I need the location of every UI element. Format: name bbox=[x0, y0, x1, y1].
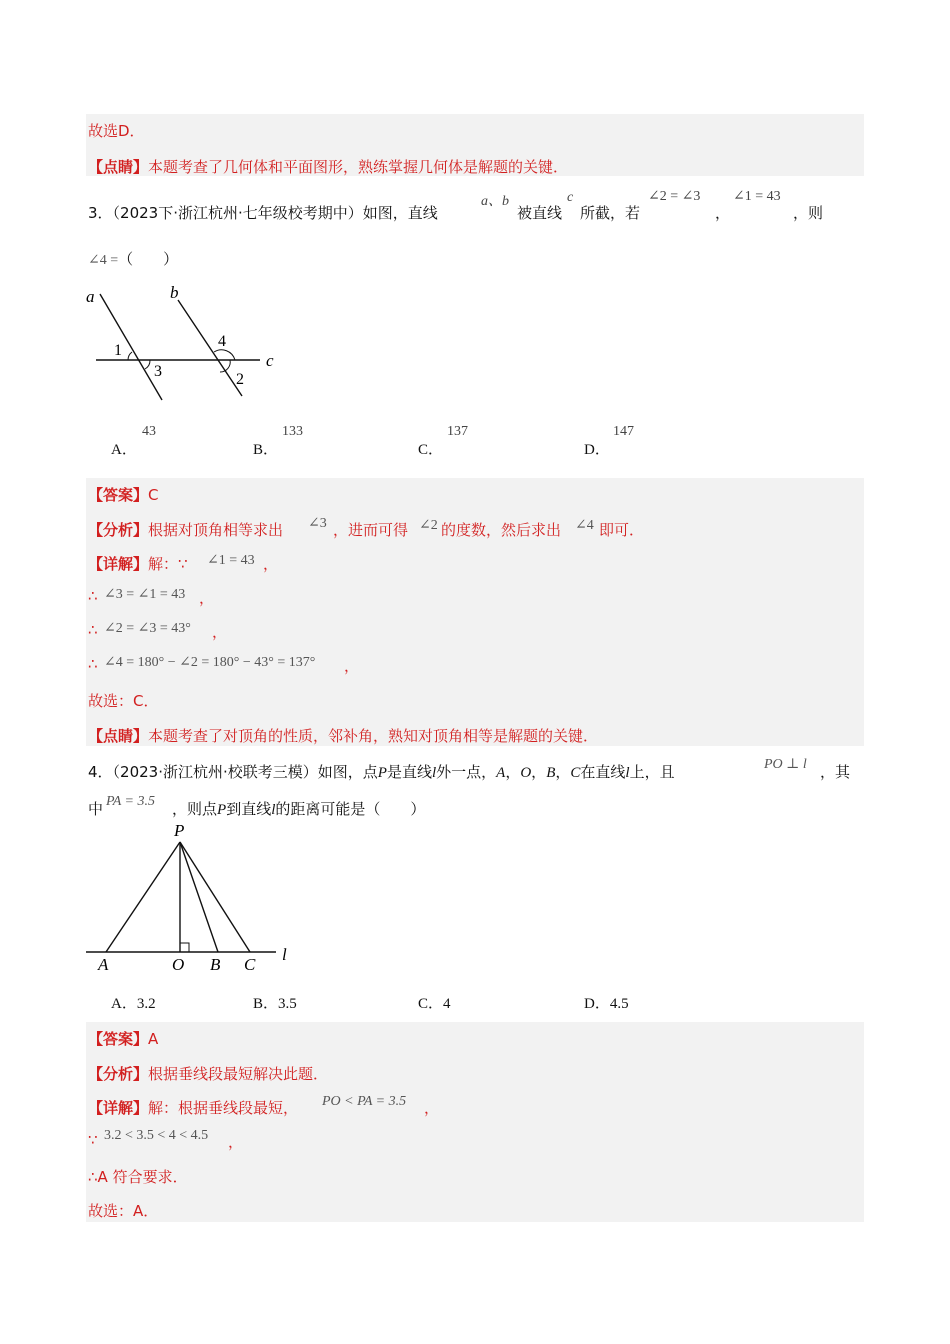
option-value: 4.5 bbox=[609, 996, 629, 1012]
q3-ab: a、b bbox=[481, 194, 509, 209]
q3-number: 3． bbox=[88, 204, 113, 222]
q4-step1-sym: ∵ bbox=[88, 1131, 98, 1149]
option-value: 4 bbox=[443, 996, 451, 1012]
q3-paren: （ ） bbox=[118, 250, 179, 268]
q3-step3: ∠4 = 180° − ∠2 = 180° − 43° = 137° bbox=[104, 655, 316, 670]
var-B: B bbox=[546, 765, 556, 781]
q3-analysis-d: 即可． bbox=[599, 521, 645, 539]
q4-text-f: ，其 bbox=[820, 763, 851, 781]
label-C: C bbox=[244, 955, 256, 974]
q4-step2: ∴A 符合要求． bbox=[88, 1168, 188, 1186]
q4-text: ，则点 bbox=[172, 800, 218, 818]
sep: ， bbox=[555, 763, 571, 781]
var-l: l bbox=[271, 802, 276, 818]
q3-option-a[interactable] bbox=[111, 438, 137, 459]
label-O: O bbox=[172, 955, 185, 974]
q3-comma: ， bbox=[715, 204, 731, 222]
q4-text: 中 bbox=[88, 800, 104, 818]
q4-detail-m: PO < PA = 3.5 bbox=[322, 1094, 407, 1109]
q3-cond1: ∠2 = ∠3 bbox=[648, 189, 701, 204]
q3-option-a-value: 43 bbox=[142, 424, 156, 439]
detail-text: 解：∵ bbox=[148, 555, 188, 573]
label-1: 1 bbox=[114, 342, 122, 359]
var-l: l bbox=[625, 765, 630, 781]
q4-choice: 故选：A． bbox=[88, 1202, 159, 1220]
q4-text: 在直线 bbox=[580, 763, 626, 781]
angle-3-arc bbox=[145, 360, 150, 369]
label-4: 4 bbox=[218, 333, 226, 350]
option-letter: A． bbox=[111, 996, 137, 1012]
q3-step1: ∠3 = ∠1 = 43 bbox=[104, 587, 186, 602]
q4-detail bbox=[88, 1097, 298, 1118]
label-P: P bbox=[174, 821, 185, 840]
option-letter: D． bbox=[584, 442, 610, 458]
q3-step2-sym: ∴ bbox=[88, 621, 98, 639]
option-value: 3.2 bbox=[136, 996, 156, 1012]
comment-text: 本题考查了对顶角的性质，邻补角，熟知对顶角相等是解题的关键． bbox=[148, 727, 599, 745]
q3-step3-end: ， bbox=[344, 657, 360, 675]
q4-text: 的距离可能是（ ） bbox=[275, 800, 426, 818]
q4-answer bbox=[88, 1028, 158, 1049]
segment-PB bbox=[180, 842, 218, 952]
option-letter: C． bbox=[418, 996, 444, 1012]
q4-analysis bbox=[88, 1063, 328, 1084]
label-B: B bbox=[210, 955, 221, 974]
option-value: 3.5 bbox=[278, 996, 297, 1012]
q3-step2-end: ， bbox=[212, 623, 228, 641]
q3-option-d-value: 147 bbox=[613, 424, 634, 439]
var-A: A bbox=[496, 765, 506, 781]
q3-option-c-value: 137 bbox=[447, 424, 468, 439]
q3-detail-m: ∠1 = 43 bbox=[207, 553, 255, 568]
q4-option-b[interactable] bbox=[253, 992, 297, 1013]
q4-text: （2023·浙江杭州·校联考三模）如图，点 bbox=[112, 763, 378, 781]
segment-PA bbox=[106, 842, 180, 952]
var-C: C bbox=[570, 765, 581, 781]
label-c: c bbox=[266, 351, 274, 370]
q3-analysis-m1: ∠3 bbox=[308, 516, 327, 531]
q3-ask bbox=[88, 248, 178, 269]
option-letter: B． bbox=[253, 996, 279, 1012]
q3-analysis-m3: ∠4 bbox=[575, 518, 594, 533]
label-b: b bbox=[170, 283, 179, 302]
q3-mid2: 所截，若 bbox=[580, 204, 641, 222]
q3-figure bbox=[80, 280, 300, 410]
analysis-text: 根据对顶角相等求出 bbox=[148, 521, 284, 539]
q4-step1: 3.2 < 3.5 < 4 < 4.5 bbox=[104, 1128, 209, 1143]
q3-option-d[interactable] bbox=[584, 438, 610, 459]
segment-PC bbox=[180, 842, 250, 952]
var-P: P bbox=[377, 765, 387, 781]
q3-analysis-m2: ∠2 bbox=[419, 518, 438, 533]
q3-stem-line1 bbox=[88, 202, 438, 223]
q4-option-a[interactable] bbox=[111, 992, 156, 1013]
answer-tag: 【答案】 bbox=[88, 486, 149, 504]
analysis-tag: 【分析】 bbox=[88, 1065, 149, 1083]
var-P: P bbox=[217, 802, 227, 818]
label-3: 3 bbox=[154, 363, 162, 380]
q4-pa: PA = 3.5 bbox=[106, 794, 155, 809]
q3-analysis-c: 的度数，然后求出 bbox=[441, 521, 562, 539]
q3-step1-sym: ∴ bbox=[88, 587, 98, 605]
label-l: l bbox=[282, 945, 287, 964]
q3-choice: 故选：C． bbox=[88, 692, 159, 710]
line-a bbox=[100, 294, 162, 400]
label-A: A bbox=[98, 955, 109, 974]
q3-cond2: ∠1 = 43 bbox=[733, 189, 781, 204]
prev-choice: 故选D． bbox=[88, 122, 145, 140]
detail-tag: 【详解】 bbox=[88, 1099, 149, 1117]
sep: ， bbox=[505, 763, 521, 781]
q3-end: ，则 bbox=[793, 204, 824, 222]
option-letter: C． bbox=[418, 442, 444, 458]
option-letter: B． bbox=[253, 442, 279, 458]
q4-stem-line2 bbox=[88, 798, 103, 819]
q3-comment bbox=[88, 725, 598, 746]
q3-mid: 被直线 bbox=[517, 204, 563, 222]
q3-detail-b: ， bbox=[263, 555, 279, 573]
q4-number: 4． bbox=[88, 763, 113, 781]
q3-option-b-value: 133 bbox=[282, 424, 303, 439]
label-2: 2 bbox=[236, 371, 244, 388]
q3-source: （2023下·浙江杭州·七年级校考期中）如图，直线 bbox=[112, 204, 438, 222]
line-b bbox=[178, 300, 242, 396]
sep: ， bbox=[531, 763, 547, 781]
q3-step3-sym: ∴ bbox=[88, 655, 98, 673]
var-O: O bbox=[520, 765, 532, 781]
option-letter: A． bbox=[111, 442, 137, 458]
answer-value: A bbox=[148, 1030, 159, 1048]
q4-text: 是直线 bbox=[386, 763, 432, 781]
q4-text: 到直线 bbox=[226, 800, 272, 818]
q3-step1-end: ， bbox=[199, 589, 215, 607]
right-angle-mark bbox=[180, 943, 189, 952]
detail-tag: 【详解】 bbox=[88, 555, 149, 573]
q3-analysis-b: ，进而可得 bbox=[333, 521, 409, 539]
q3-option-c[interactable] bbox=[418, 438, 443, 459]
q4-figure bbox=[80, 820, 300, 975]
comment-tag: 【点睛】 bbox=[88, 158, 149, 176]
answer-tag: 【答案】 bbox=[88, 1030, 149, 1048]
analysis-tag: 【分析】 bbox=[88, 521, 149, 539]
angle-1-arc bbox=[128, 352, 132, 360]
q4-stem-line1 bbox=[88, 761, 675, 782]
q3-option-b[interactable] bbox=[253, 438, 278, 459]
var-l: l bbox=[431, 765, 437, 781]
q4-perp: PO ⊥ l bbox=[764, 757, 807, 772]
q4-stem-line2b bbox=[172, 798, 425, 819]
q4-option-d[interactable] bbox=[584, 992, 629, 1013]
q3-ask-expr: ∠4 = bbox=[88, 253, 119, 268]
detail-text: 解：根据垂线段最短， bbox=[148, 1099, 299, 1117]
analysis-text: 根据垂线段最短解决此题． bbox=[148, 1065, 329, 1083]
comment-text: 本题考查了几何体和平面图形，熟练掌握几何体是解题的关键． bbox=[148, 158, 569, 176]
prev-comment bbox=[88, 156, 568, 177]
q4-text: 上，且 bbox=[629, 763, 675, 781]
q4-text: 外一点， bbox=[436, 763, 497, 781]
q3-analysis bbox=[88, 519, 283, 540]
q4-solution-box bbox=[86, 1022, 864, 1222]
q3-step2: ∠2 = ∠3 = 43° bbox=[104, 621, 191, 636]
label-a: a bbox=[86, 287, 95, 306]
q4-step1-end: ， bbox=[228, 1133, 244, 1151]
q3-answer bbox=[88, 484, 159, 505]
q4-option-c[interactable] bbox=[418, 992, 451, 1013]
q3-c: c bbox=[567, 190, 574, 205]
option-letter: D． bbox=[584, 996, 610, 1012]
answer-value: C bbox=[148, 486, 159, 504]
q4-detail-b: ， bbox=[424, 1099, 440, 1117]
q3-detail bbox=[88, 553, 188, 574]
comment-tag: 【点睛】 bbox=[88, 727, 149, 745]
